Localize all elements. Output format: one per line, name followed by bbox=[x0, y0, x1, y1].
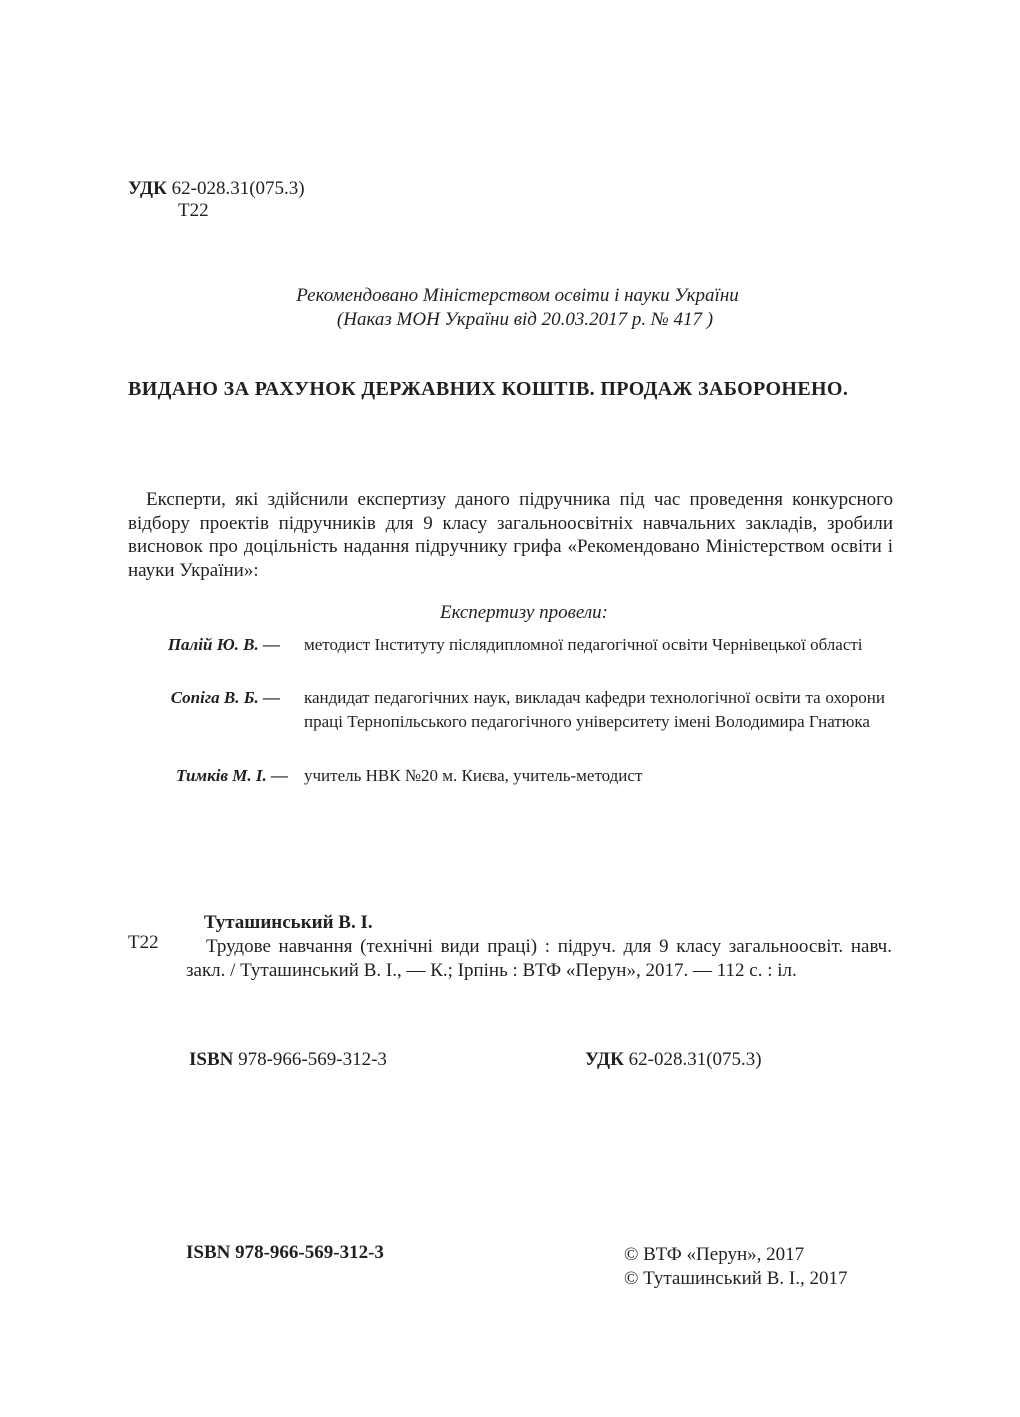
udk-value: 62-028.31(075.3) bbox=[628, 1049, 762, 1070]
expert-description: кандидат педагогічних наук, викладач кафедри технологічної освіти та охорони праці Тернопільського педагогічного університету імені Володимира Гнатюка bbox=[304, 688, 885, 731]
expert-name: Тимків М. І. — bbox=[176, 766, 288, 785]
expert-entry bbox=[128, 633, 885, 657]
ministry-recommendation bbox=[0, 284, 1020, 332]
isbn-bottom: ISBN 978-966-569-312-3 bbox=[186, 1242, 384, 1263]
expert-name: Палій Ю. В. — bbox=[167, 635, 280, 654]
udk-line bbox=[585, 1049, 762, 1071]
copyright-block bbox=[624, 1243, 847, 1291]
experts-paragraph-text: Експерти, які здійснили експертизу даного підручника під час проведення конкурсного відбору проектів підручників для 9 класу загальноосвітніх навчальних закладів, зробили висновок про доцільність надання підручнику грифа «Рекомендовано Міністерством освіти і науки України»: bbox=[128, 489, 893, 581]
catalog-author: Туташинський В. І. bbox=[204, 912, 373, 933]
expert-description: учитель НВК №20 м. Києва, учитель-методист bbox=[304, 766, 643, 785]
isbn-line bbox=[189, 1049, 387, 1071]
experts-paragraph bbox=[128, 488, 893, 582]
catalog-description bbox=[186, 935, 892, 983]
catalog-description-text: Трудове навчання (технічні види праці) : підруч. для 9 класу загальноосвіт. навч. закл. / Туташинський В. І., — К.; Ірпінь : ВТФ «Перун», 2017. — 112 с. : іл. bbox=[186, 936, 892, 981]
udk-classification bbox=[128, 178, 305, 222]
udk-label: УДК bbox=[128, 178, 167, 199]
catalog-code: Т22 bbox=[128, 932, 159, 953]
expert-entry bbox=[128, 686, 885, 734]
author-mark: Т22 bbox=[178, 200, 209, 221]
recommendation-line-1: Рекомендовано Міністерством освіти і науки України bbox=[296, 285, 739, 306]
copyright-author: © Туташинський В. І., 2017 bbox=[624, 1268, 848, 1289]
expert-description: методист Інституту післядипломної педагогічної освіти Чернівецької області bbox=[304, 635, 863, 654]
isbn-value: 978-966-569-312-3 bbox=[238, 1049, 387, 1070]
recommendation-line-2: (Наказ МОН України від 20.03.2017 р. № 417 ) bbox=[336, 309, 714, 330]
expert-entry bbox=[128, 764, 885, 788]
experts-heading: Експертизу провели: bbox=[440, 602, 608, 623]
udk-label: УДК bbox=[585, 1049, 624, 1070]
udk-code: 62-028.31(075.3) bbox=[171, 178, 305, 199]
copyright-publisher: © ВТФ «Перун», 2017 bbox=[624, 1244, 805, 1265]
isbn-label: ISBN bbox=[189, 1049, 234, 1070]
funding-notice: ВИДАНО ЗА РАХУНОК ДЕРЖАВНИХ КОШТІВ. ПРОДАЖ ЗАБОРОНЕНО. bbox=[128, 378, 849, 400]
expert-name: Сопіга В. Б. — bbox=[170, 688, 280, 707]
